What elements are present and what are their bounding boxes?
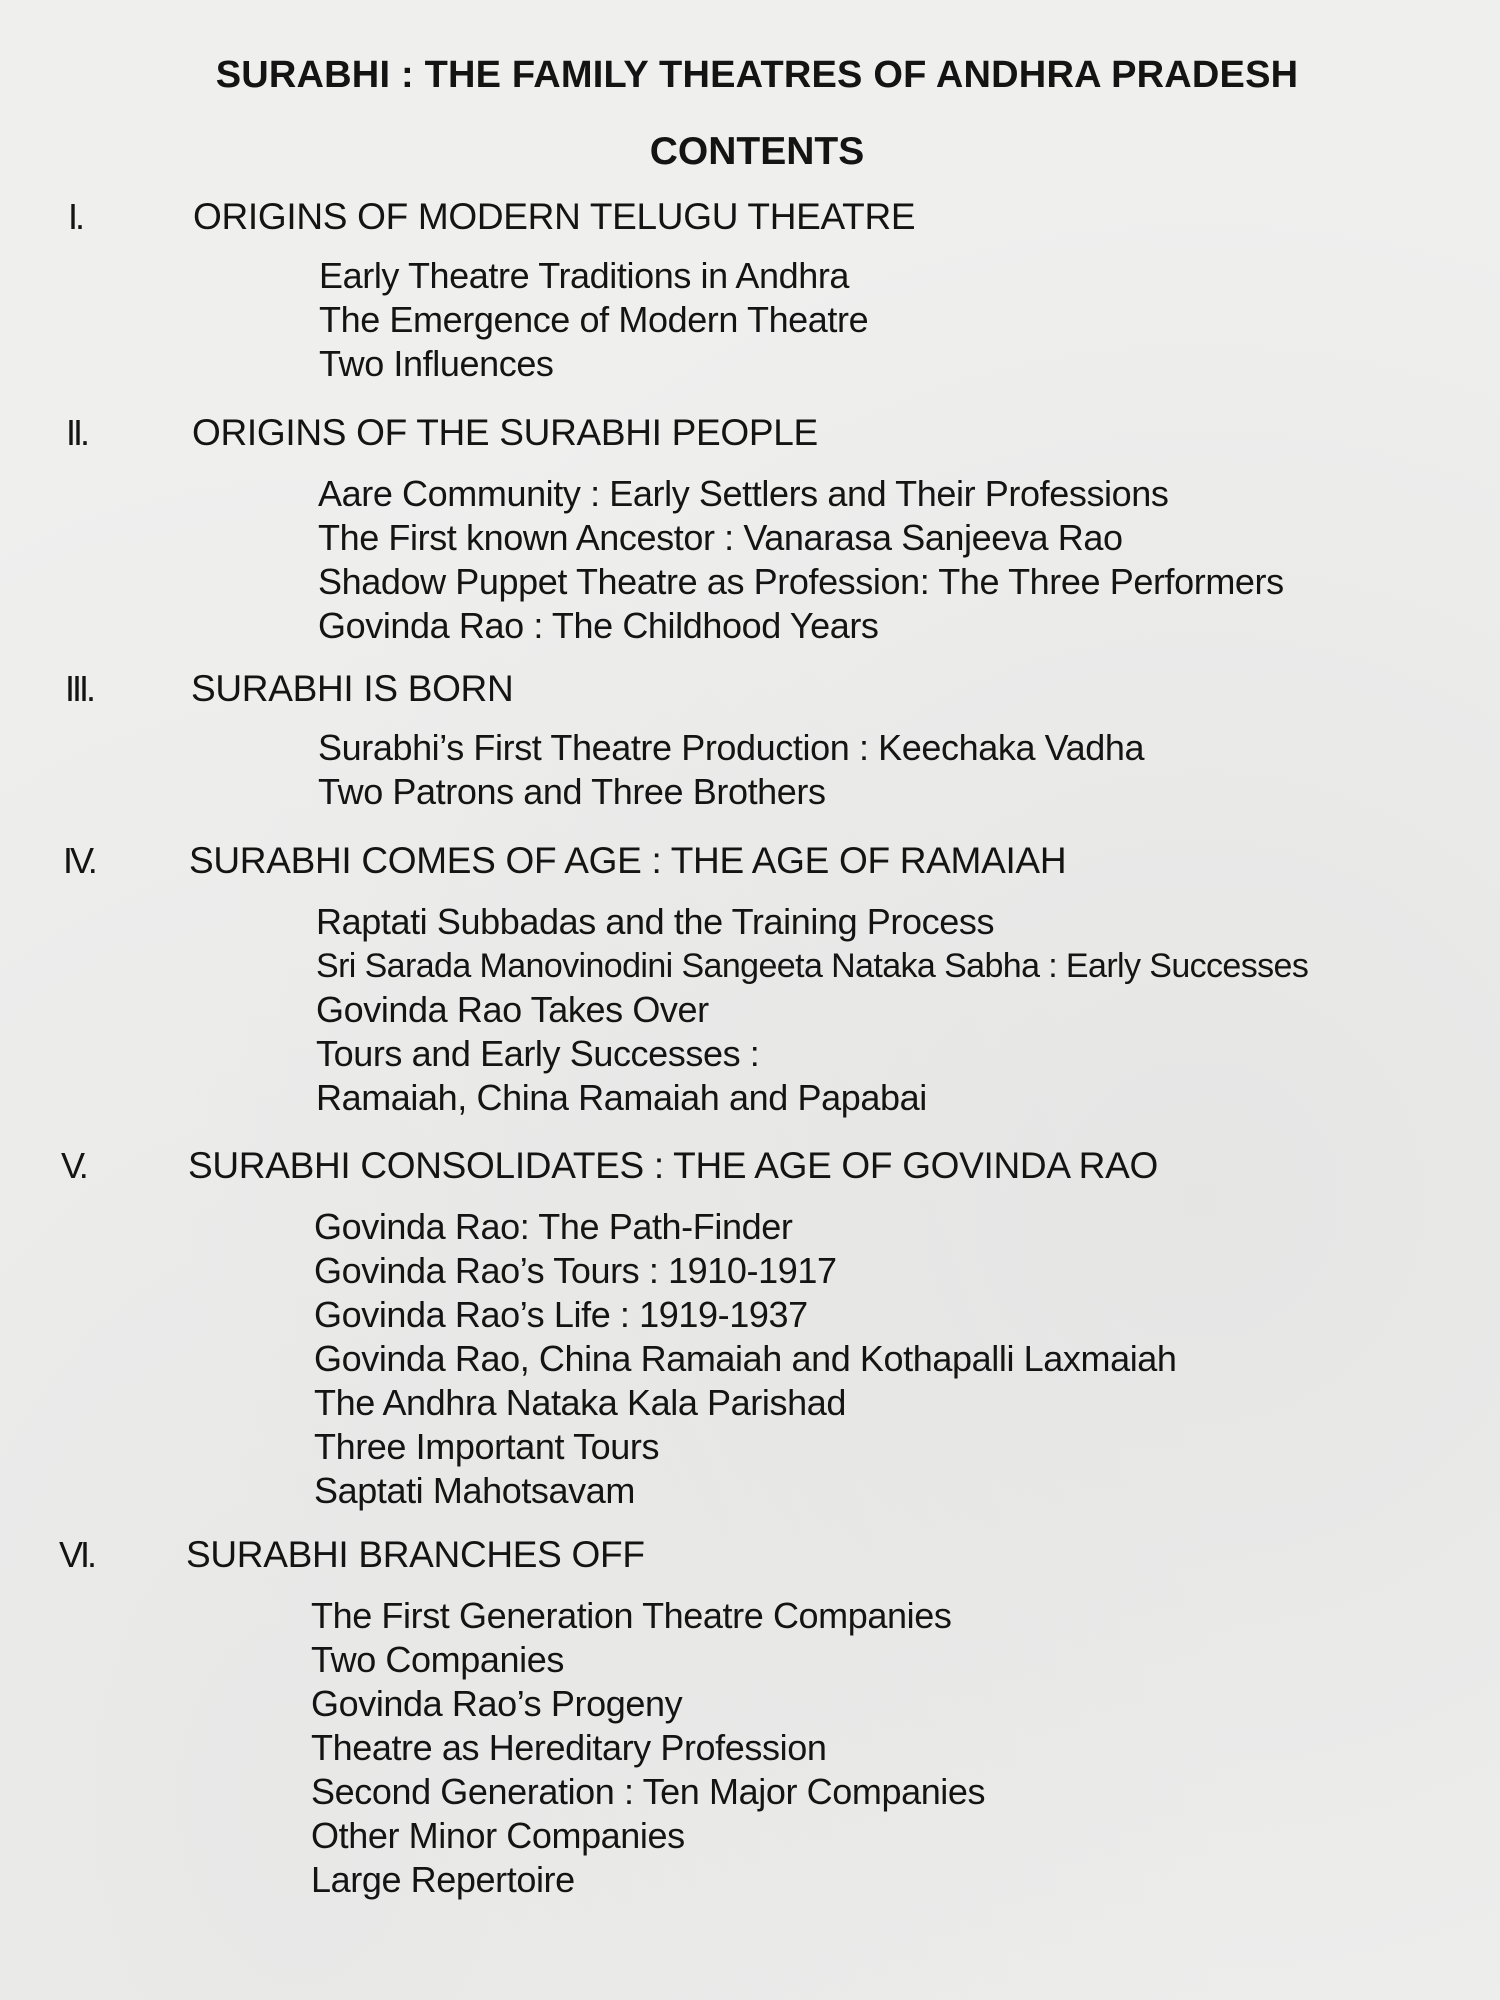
section-item: The Emergence of Modern Theatre	[319, 299, 869, 340]
chapter-5	[0, 1145, 1500, 1511]
chapter-2	[0, 412, 1500, 646]
section-item: Tours and Early Successes :	[316, 1033, 760, 1074]
section-item: Two Influences	[319, 343, 554, 384]
section-item: Raptati Subbadas and the Training Process	[316, 901, 995, 942]
section-item: Two Patrons and Three Brothers	[318, 771, 826, 812]
section-item: Shadow Puppet Theatre as Profession: The Three Performers	[318, 561, 1284, 602]
section-item: The First known Ancestor : Vanarasa Sanjeeva Rao	[318, 517, 1123, 558]
section-item: Govinda Rao, China Ramaiah and Kothapalli Laxmaiah	[314, 1338, 1177, 1379]
chapter-4	[0, 840, 1500, 1118]
chapter-numeral: II.	[66, 412, 88, 453]
section-item: Sri Sarada Manovinodini Sangeeta Nataka Sabha : Early Successes	[316, 947, 1309, 985]
chapter-heading	[0, 412, 1500, 458]
section-item: Govinda Rao : The Childhood Years	[318, 605, 879, 646]
section-item: Large Repertoire	[311, 1859, 575, 1900]
section-item: Three Important Tours	[314, 1426, 660, 1467]
chapter-1	[0, 196, 1500, 384]
chapter-heading	[0, 196, 1500, 242]
chapter-heading	[0, 668, 1500, 714]
chapter-title: SURABHI COMES OF AGE : THE AGE OF RAMAIAH	[189, 840, 1067, 881]
contents-heading: CONTENTS	[649, 130, 865, 173]
chapter-title: ORIGINS OF THE SURABHI PEOPLE	[192, 412, 818, 453]
section-item: Theatre as Hereditary Profession	[311, 1727, 827, 1768]
section-item: Govinda Rao’s Life : 1919-1937	[314, 1294, 808, 1335]
section-list	[319, 254, 1500, 386]
chapter-heading	[0, 1534, 1500, 1580]
chapter-numeral: V.	[61, 1145, 86, 1186]
section-list	[316, 900, 1500, 1120]
chapter-3	[0, 668, 1500, 812]
chapter-title: SURABHI IS BORN	[191, 668, 514, 709]
chapter-heading	[0, 1145, 1500, 1191]
section-item: Other Minor Companies	[311, 1815, 685, 1856]
chapter-heading	[0, 840, 1500, 886]
chapter-numeral: I.	[68, 196, 83, 237]
section-item: Saptati Mahotsavam	[314, 1470, 635, 1511]
chapter-numeral: III.	[65, 668, 94, 709]
section-item: Two Companies	[311, 1639, 564, 1680]
section-list	[314, 1205, 1500, 1513]
section-item: Aare Community : Early Settlers and Their Professions	[318, 473, 1169, 514]
chapter-6	[0, 1534, 1500, 1900]
section-list	[311, 1594, 1500, 1902]
section-item: Govinda Rao’s Progeny	[311, 1683, 683, 1724]
section-item: Early Theatre Traditions in Andhra	[319, 255, 850, 296]
chapter-numeral: VI.	[59, 1534, 95, 1575]
section-list	[318, 472, 1500, 648]
section-item: Govinda Rao Takes Over	[316, 989, 709, 1030]
chapter-numeral: IV.	[63, 840, 95, 881]
section-item: Ramaiah, China Ramaiah and Papabai	[316, 1077, 927, 1118]
section-item: Second Generation : Ten Major Companies	[311, 1771, 986, 1812]
section-item: The Andhra Nataka Kala Parishad	[314, 1382, 846, 1423]
section-item: The First Generation Theatre Companies	[311, 1595, 952, 1636]
chapter-title: ORIGINS OF MODERN TELUGU THEATRE	[193, 196, 916, 237]
chapter-title: SURABHI CONSOLIDATES : THE AGE OF GOVINDA RAO	[188, 1145, 1158, 1186]
chapter-title: SURABHI BRANCHES OFF	[186, 1534, 645, 1575]
section-list	[318, 726, 1500, 814]
section-item: Surabhi’s First Theatre Production : Keechaka Vadha	[318, 727, 1145, 768]
book-title: SURABHI : THE FAMILY THEATRES OF ANDHRA PRADESH	[215, 54, 1299, 96]
section-item: Govinda Rao: The Path-Finder	[314, 1206, 793, 1247]
section-item: Govinda Rao’s Tours : 1910-1917	[314, 1250, 837, 1291]
